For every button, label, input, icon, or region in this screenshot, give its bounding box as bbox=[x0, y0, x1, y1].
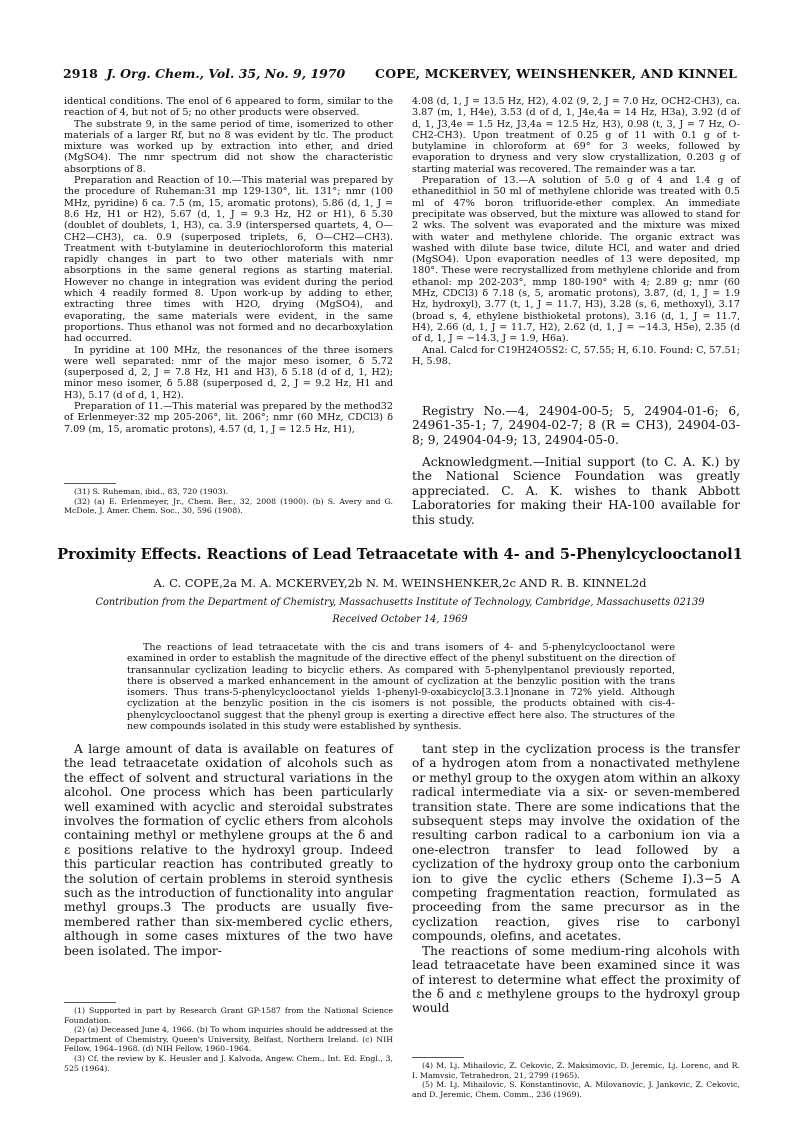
abstract-text: The reactions of lead tetraacetate with the cis and trans isomers of 4- and 5-phenylcyclooctanol were examined in order to establish the magnitude of the directive effect of the phenyl substituent on the direction of transannular cyclization leading to bicyclic ethers. As compared with 5-phenylpentanol previously reported, there is observed a marked enhancement in the amount of cyclization at the benzylic position with the trans isomers. Thus trans-5-phenylcyclooctanol yields 1-phenyl-9-oxabicyclo[3.3.1]nonane in 72% yield. Although cyclization at the benzylic position in the cis isomers is not possible, the products obtained with cis-4-phenylcyclooctanol suggest that the phenyl group is exerting a directive effect here also. The structures of the new compounds isolated in this study were established by synthesis. bbox=[127, 642, 675, 733]
footnote-divider bbox=[64, 1002, 116, 1003]
paragraph: identical conditions. The enol of 6 appeared to form, similar to the reaction of 4, but not of 5; no other products were observed. bbox=[64, 96, 393, 119]
article-authors: A. C. COPE,2a M. A. MCKERVEY,2b N. M. WEINSHENKER,2c AND R. B. KINNEL2d bbox=[153, 576, 647, 590]
footnote: (1) Supported in part by Research Grant GP-1587 from the National Science Foundation. bbox=[64, 1006, 393, 1025]
prev-article-left-column bbox=[64, 96, 393, 435]
footnote: (2) (a) Deceased June 4, 1966. (b) To whom inquiries should be addressed at the Department of Chemistry, Queen's University, Belfast, Northern Ireland. (c) NIH Fellow, 1964–1968. (d) NIH Fellow, 1960–1964. bbox=[64, 1025, 393, 1054]
article-body-left bbox=[64, 742, 393, 958]
paragraph: Preparation and Reaction of 10.—This material was prepared by the procedure of Ruheman:31 mp 129-130°, lit. 131°; nmr (100 MHz, pyridine) δ ca. 7.5 (m, 15, aromatic protons), 5.86 (d, 1, J = 8.6 Hz, H1 or H2), 5.67 (d, 1, J = 9.3 Hz, H2 or H1), δ 5.30 (doublet of doublets, 1, H3), ca. 3.9 (interspersed quartets, 4, O—CH2—CH3), ca. 0.9 (superposed triplets, 6, O—CH2—CH3). Treatment with t-butylamine in deuteriochloroform this material rapidly changes in part to two other materials with nmr absorptions in the same general regions as starting material. However no change in integration was evident during the period which 4 readily formed 8. Upon work-up by adding to ether, extracting three times with H2O, drying (MgSO4), and evaporating, the same materials were evident, in the same proportions. Thus ethanol was not formed and no decarboxylation had occurred. bbox=[64, 175, 393, 345]
registry-block bbox=[412, 404, 740, 447]
paragraph: The reactions of some medium-ring alcohols with lead tetraacetate have been examined since it was of interest to determine what effect the proximity of the δ and ε methylene groups to the hydroxyl group would bbox=[412, 943, 740, 1016]
footnote: (32) (a) E. Erlenmeyer, Jr., Chem. Ber., 32, 2008 (1900). (b) S. Avery and G. McDole, J. Amer. Chem. Soc., 30, 596 (1908). bbox=[64, 496, 393, 516]
analysis-paragraph: Anal. Calcd for C19H24O5S2: C, 57.55; H, 6.10. Found: C, 57.51; H, 5.98. bbox=[412, 344, 740, 367]
prev-article-footnotes bbox=[64, 487, 393, 516]
registry-numbers: Registry No.—4, 24904-00-5; 5, 24904-01-6; 6, 24961-35-1; 7, 24904-02-7; 8 (R = CH3), 24904-03-8; 9, 24904-04-9; 13, 24904-05-0. bbox=[412, 404, 740, 447]
article-footnotes-left bbox=[64, 1006, 393, 1073]
footnote: (5) M. Lj. Mihailovic, S. Konstantinovic, A. Milovanovic, J. Jankovic, Z. Cekovic, and D. Jeremic, Chem. Comm., 236 (1969). bbox=[412, 1080, 740, 1099]
article-title: Proximity Effects. Reactions of Lead Tetraacetate with 4- and 5-Phenylcyclooctanol1 bbox=[57, 546, 743, 563]
acknowledgment-block bbox=[412, 455, 740, 527]
footnote-divider bbox=[64, 483, 116, 484]
footnote: (31) S. Ruheman, ibid., 83, 720 (1903). bbox=[74, 487, 229, 496]
journal-citation: J. Org. Chem., Vol. 35, No. 9, 1970 bbox=[106, 66, 346, 81]
prev-article-right-column bbox=[412, 96, 740, 367]
article-footnotes-right bbox=[412, 1061, 740, 1099]
article-body-right bbox=[412, 742, 740, 1016]
footnote-divider bbox=[412, 1057, 464, 1058]
paragraph: 4.08 (d, 1, J = 13.5 Hz, H2), 4.02 (9, 2, J = 7.0 Hz, OCH2-CH3), ca. 3.87 (m, 1, H4e), 3.53 (d of d, 1, J4e,4a = 14 Hz, H3a), 3.92 (d of d, 1, J3,4e = 1.5 Hz, J3,4a = 12.5 Hz, H3), 0.98 (t, 3, J = 7 Hz, O-CH2-CH3). Upon treatment of 0.25 g of 11 with 0.1 g of t-butylamine in chloroform at 69° for 3 weeks, followed by evaporation to dryness and very slow crystallization, 0.203 g of starting material was recovered. The remainder was a tar. bbox=[412, 96, 740, 175]
page-header-left bbox=[63, 66, 345, 81]
paragraph: A large amount of data is available on features of the lead tetraacetate oxidation of alcohols such as the effect of solvent and structural variations in the alcohol. One process which has been particularly well examined with acyclic and steroidal substrates involves the formation of cyclic ethers from alcohols containing methyl or methylene groups at the δ and ε positions relative to the hydroxyl group. Indeed this particular reaction has contributed greatly to the solution of certain problems in steroid synthesis such as the introduction of functionality into angular methyl groups.3 The products are usually five-membered rather than six-membered cyclic ethers, although in some cases mixtures of the two have been isolated. The impor- bbox=[64, 742, 393, 958]
footnote: (4) M. Lj. Mihailovic, Z. Cekovic, Z. Maksimovic, D. Jeremic, Lj. Lorenc, and R. I. Mamvsic, Tetrahedron, 21, 2799 (1965). bbox=[412, 1061, 740, 1080]
paragraph: Preparation of 11.—This material was prepared by the method32 of Erlenmeyer:32 mp 205-206°, lit. 206°; nmr (60 MHz, CDCl3) δ 7.09 (m, 15, aromatic protons), 4.57 (d, 1, J = 12.5 Hz, H1), bbox=[64, 401, 393, 435]
footnote: (3) Cf. the review by K. Heusler and J. Kalvoda, Angew. Chem., Int. Ed. Engl., 3, 525 (1964). bbox=[64, 1053, 393, 1073]
received-date: Received October 14, 1969 bbox=[332, 614, 468, 625]
page-header-authors: COPE, MCKERVEY, WEINSHENKER, AND KINNEL bbox=[375, 66, 737, 81]
page-number: 2918 bbox=[63, 66, 98, 81]
paragraph: The substrate 9, in the same period of time, isomerized to other materials of a larger Rf, but no 8 was evident by tlc. The product mixture was worked up by extraction into ether, and dried (MgSO4). The nmr spectrum did not show the characteristic absorptions of 8. bbox=[64, 118, 393, 175]
paragraph: Preparation of 13.—A solution of 5.0 g of 4 and 1.4 g of ethanedithiol in 50 ml of methylene chloride was treated with 0.5 ml of 47% boron trifluoride-ether complex. An immediate precipitate was observed, but the mixture was allowed to stand for 2 wks. The solvent was evaporated and the mixture was mixed with water and methylene chloride. The organic extract was washed with dilute base twice, dilute HCl, and water and dried (MgSO4). Upon evaporation needles of 13 were deposited, mp 180°. These were recrystallized from methylene chloride and from ethanol: mp 202-203°, mmp 180-190° with 4; 2.89 g; nmr (60 MHz, CDCl3) δ 7.18 (s, 5, aromatic protons), 3.87, (d, 1, J = 1.9 Hz, hydroxyl), 3.77 (t, 1, J = 11.7, H3), 3.28 (s, 6, methoxyl), 3.17 (broad s, 4, ethylene bisthioketal protons), 3.16 (d, 1, J = 11.7, H4), 2.66 (d, 1, J = 11.7, H2), 2.62 (d, 1, J = −14.3, H5e), 2.35 (d of d, 1, J = −14.3, J = 1.9, H6a). bbox=[412, 175, 740, 345]
paragraph: tant step in the cyclization process is the transfer of a hydrogen atom from a nonactivated methylene or methyl group to the oxygen atom within an alkoxy radical intermediate via a six- or seven-membered transition state. There are some indications that the subsequent steps may involve the oxidation of the resulting carbon radical to a carbonium ion via a one-electron transfer to lead followed by a cyclization of the hydroxy group onto the carbonium ion to give the cyclic ethers (Scheme I).3−5 A competing fragmentation reaction, formulated as proceeding from the same precursor as in the cyclization reaction, gives rise to carbonyl compounds, olefins, and acetates. bbox=[412, 742, 740, 944]
abstract bbox=[127, 642, 675, 732]
article-affiliation: Contribution from the Department of Chemistry, Massachusetts Institute of Technology, Cambridge, Massachusetts 02139 bbox=[95, 597, 705, 608]
paragraph: In pyridine at 100 MHz, the resonances of the three isomers were well separated: nmr of the major meso isomer, δ 5.72 (superposed d, 2, J = 7.8 Hz, H1 and H3), δ 5.18 (d of d, 1, H2); minor meso isomer, δ 5.88 (superposed d, 2, J = 9.2 Hz, H1 and H3), 5.17 (d of d, 1, H2). bbox=[64, 344, 393, 401]
acknowledgment: Acknowledgment.—Initial support (to C. A. K.) by the National Science Foundation was greatly appreciated. C. A. K. wishes to thank Abbott Laboratories for making their HA-100 available for this study. bbox=[412, 455, 740, 527]
